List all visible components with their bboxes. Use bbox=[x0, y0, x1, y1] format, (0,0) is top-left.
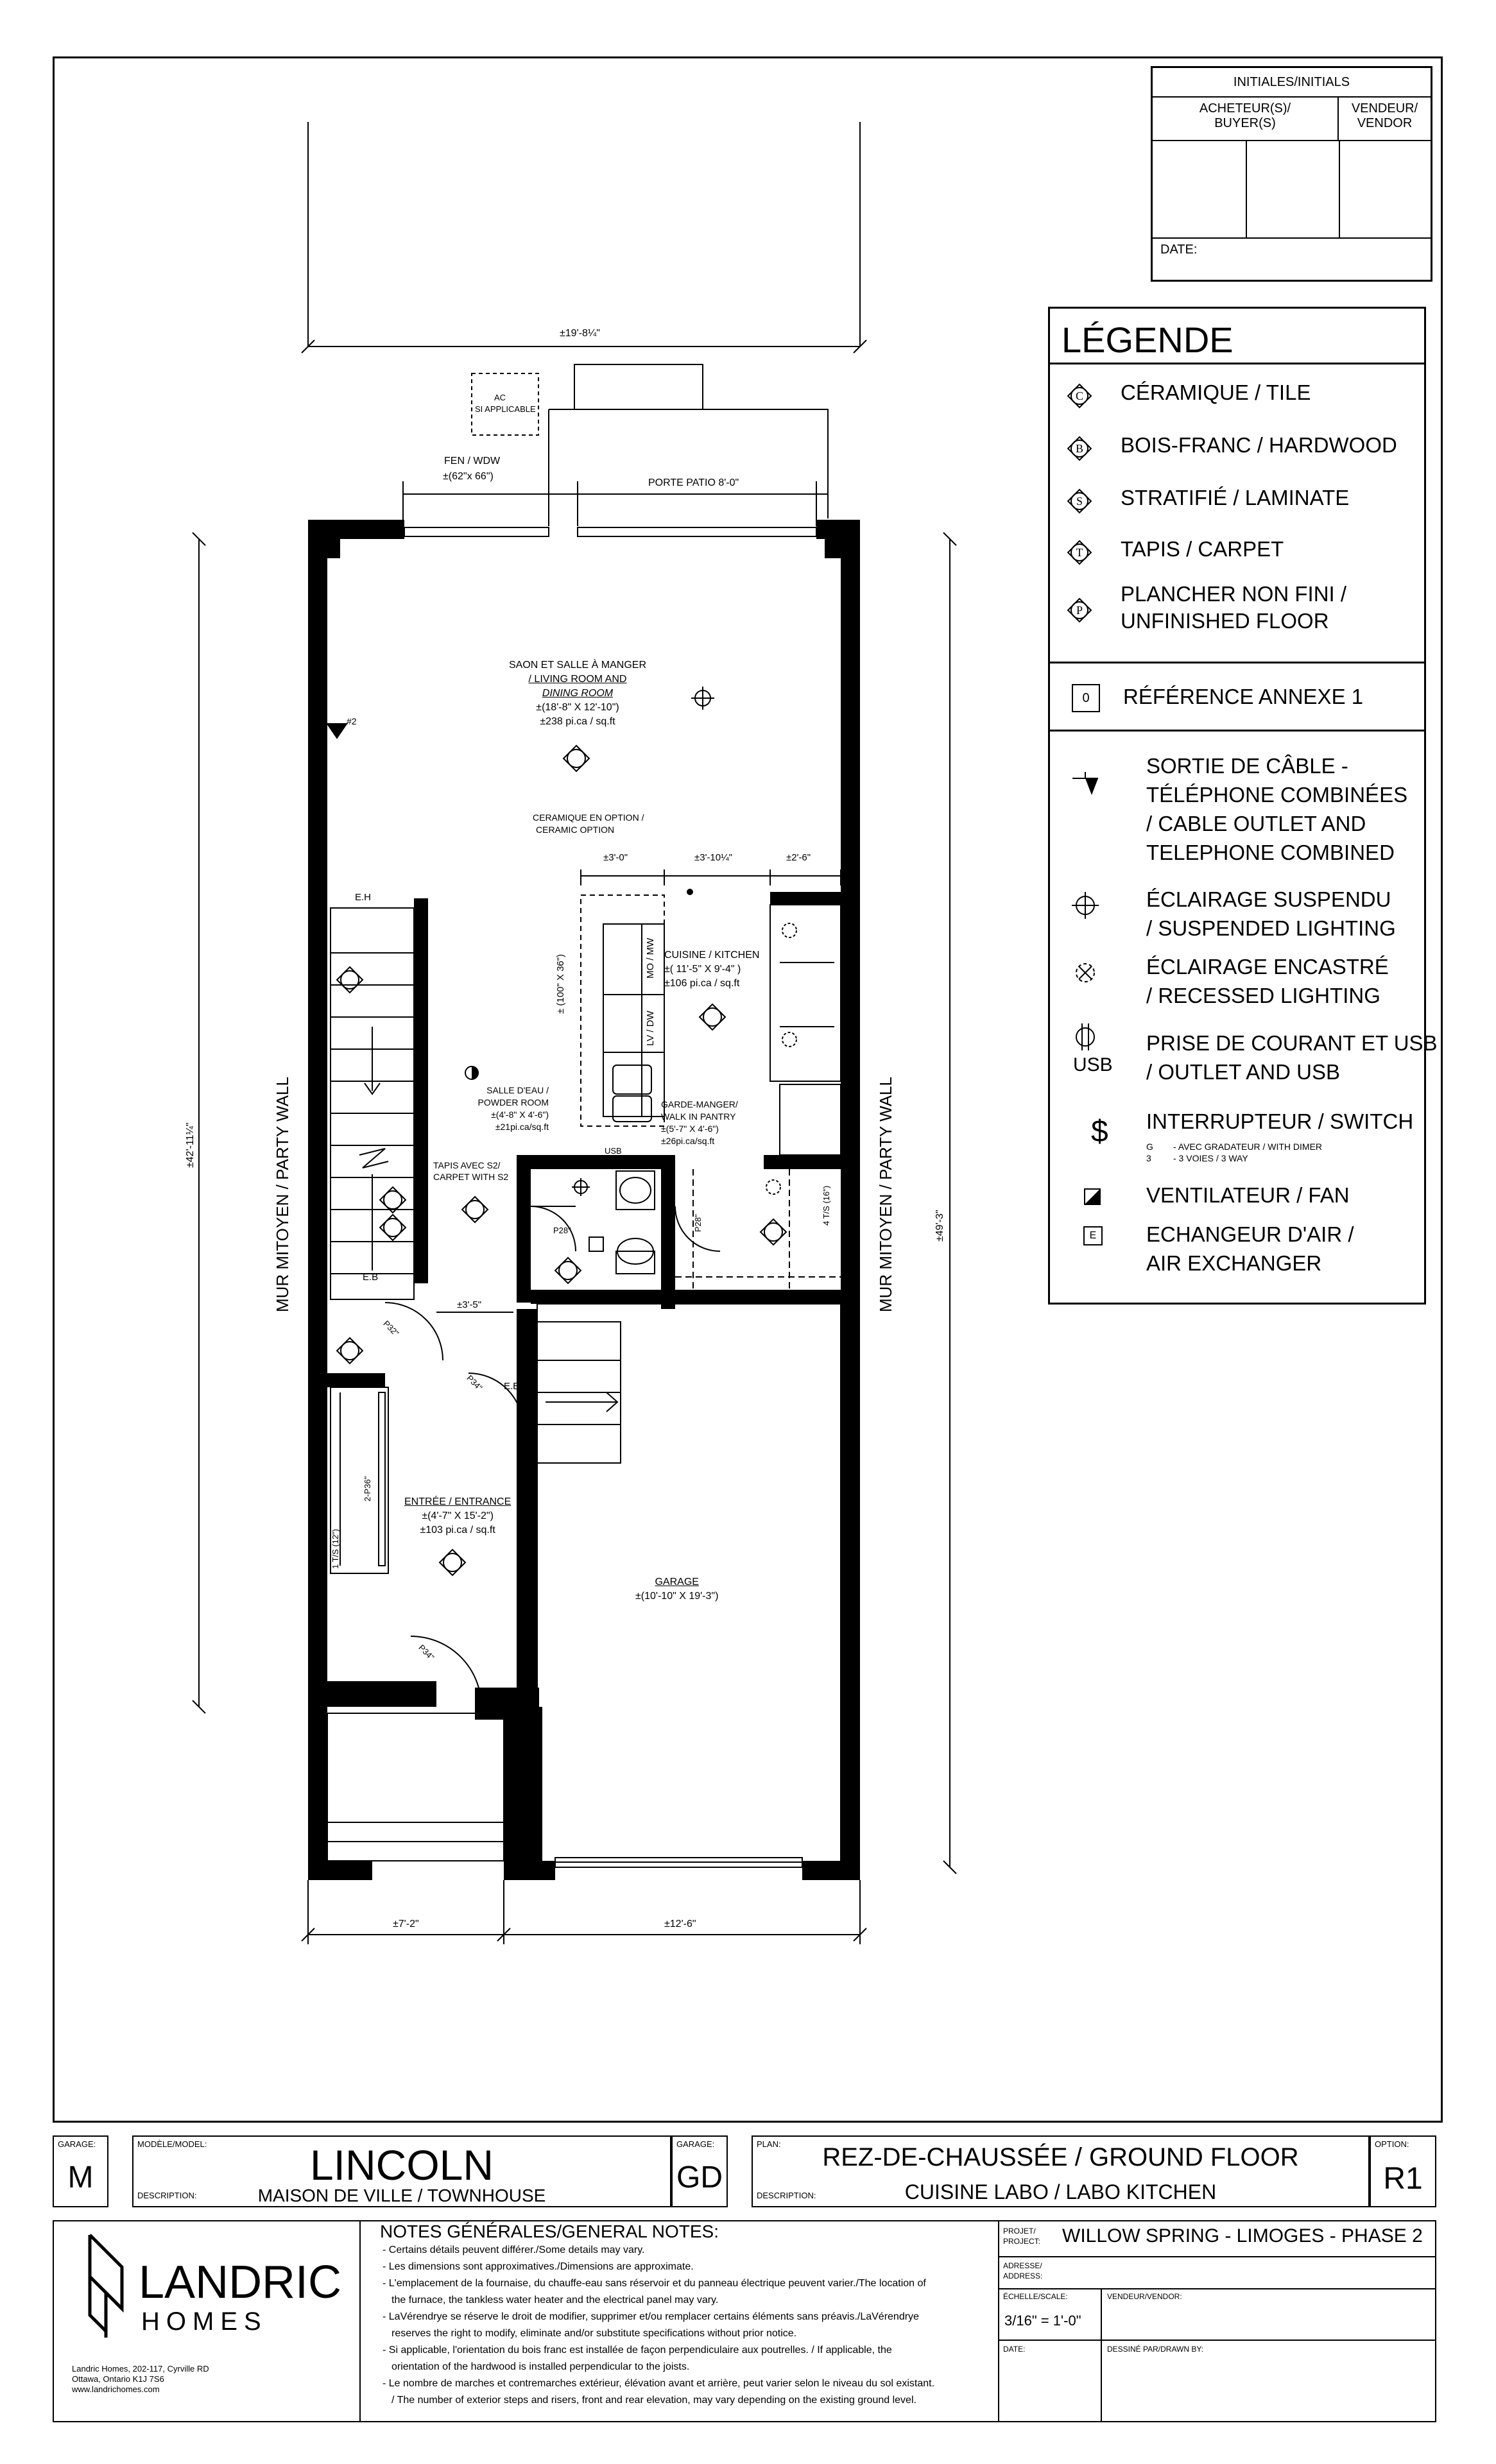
powder-label-1: SALLE D'EAU / bbox=[486, 1085, 549, 1095]
plan-desc-label: DESCRIPTION: bbox=[757, 2191, 816, 2200]
model-description: MAISON DE VILLE / TOWNHOUSE bbox=[257, 2186, 546, 2205]
plan-linework bbox=[302, 122, 866, 526]
notes-list bbox=[383, 2242, 934, 2409]
living-label-5: ±238 pi.ca / sq.ft bbox=[540, 716, 615, 727]
pantry-recessed-icon bbox=[766, 1180, 780, 1194]
model-name: LINCOLN bbox=[309, 2141, 494, 2189]
legend-cable-2: TÉLÉPHONE COMBINÉES bbox=[1146, 783, 1408, 807]
closet-door-label: 2-P36" bbox=[363, 1476, 372, 1502]
project-table bbox=[998, 2220, 1436, 2422]
note-line: - L'emplacement de la fournaise, du chauffe-eau sans réservoir et du panneau électrique peuvent varier./The location of bbox=[383, 2278, 926, 2289]
living-room-label bbox=[491, 658, 664, 729]
model-desc-label: DESCRIPTION: bbox=[137, 2191, 197, 2200]
note-line: - Le nombre de marches et contremarches extérieur, élévation avant et arrière, peut varier selon le niveau du sol existant. bbox=[383, 2378, 935, 2389]
legend-outlet-2: / OUTLET AND USB bbox=[1146, 1060, 1340, 1084]
stair-unfinished-symbol bbox=[380, 1215, 406, 1240]
ceramic-letter: C bbox=[1075, 389, 1084, 402]
project-label-1: PROJET/ bbox=[1003, 2227, 1036, 2236]
living-label-3: DINING ROOM bbox=[542, 688, 614, 699]
vendor-cell bbox=[1102, 2288, 1436, 2341]
usb-plan-label: USB bbox=[605, 1146, 622, 1156]
legend-cable-4: TELEPHONE COMBINED bbox=[1146, 841, 1395, 864]
garage-type-box bbox=[671, 2135, 728, 2207]
legend-fan: VENTILATEUR / FAN bbox=[1146, 1183, 1350, 1207]
legend-unfinished-1: PLANCHER NON FINI / bbox=[1121, 582, 1347, 606]
legend-exchanger-1: ECHANGEUR D'AIR / bbox=[1146, 1222, 1354, 1246]
company-name-2: HOMES bbox=[141, 2307, 268, 2336]
tag-2: #2 bbox=[347, 716, 357, 726]
pantry-label-4: ±26pi.ca/sq.ft bbox=[661, 1136, 715, 1146]
entrance-label-1: ENTRÉE / ENTRANCE bbox=[404, 1496, 512, 1507]
notes-title: NOTES GÉNÉRALES/GENERAL NOTES: bbox=[380, 2221, 719, 2241]
party-wall-left: MUR MITOYEN / PARTY WALL bbox=[273, 1077, 292, 1312]
ceramic-option-2: CERAMIC OPTION bbox=[536, 825, 615, 835]
plan-description: CUISINE LABO / LABO KITCHEN bbox=[904, 2180, 1217, 2203]
carpet-note-2: CARPET WITH S2 bbox=[433, 1172, 509, 1182]
legend-switch: INTERRUPTEUR / SWITCH bbox=[1146, 1109, 1414, 1133]
option-box bbox=[1370, 2135, 1436, 2207]
kitchen-label-2: ±( 11'-5" X 9'-4" ) bbox=[664, 964, 741, 975]
entrance-ceramic-symbol bbox=[440, 1550, 465, 1575]
living-laminate-symbol bbox=[563, 746, 589, 771]
door-p34: P34" bbox=[465, 1373, 485, 1393]
dim-2-6: ±2'-6" bbox=[786, 852, 811, 863]
kitchen-light-dot bbox=[687, 889, 693, 895]
landing-ceramic-symbol bbox=[337, 1338, 363, 1364]
legend-cable-3: / CABLE OUTLET AND bbox=[1146, 812, 1366, 835]
lvdw-label: LV / DW bbox=[645, 1011, 656, 1046]
company-address-2: Ottawa, Ontario K1J 7S6 bbox=[72, 2374, 164, 2384]
dim-left: ±42'-11¼" bbox=[185, 1122, 196, 1168]
door-p34-front: P34" bbox=[417, 1643, 436, 1663]
pantry-door-label: P28" bbox=[693, 1214, 703, 1232]
hall-laminate-symbol bbox=[462, 1197, 488, 1222]
garage-type-label: GARAGE: bbox=[676, 2139, 715, 2149]
carpet-letter: T bbox=[1076, 546, 1083, 559]
plan-box bbox=[752, 2135, 1370, 2207]
kitchen-label-1: CUISINE / KITCHEN bbox=[664, 950, 760, 961]
living-light-icon bbox=[691, 687, 714, 710]
drawn-by-cell bbox=[1102, 2341, 1436, 2422]
eb-label-2: E.B bbox=[504, 1381, 520, 1392]
drawn-by-label: DESSINÉ PAR/DRAWN BY: bbox=[1107, 2345, 1204, 2354]
exchanger-plan-icon bbox=[589, 1237, 603, 1251]
entrance-label bbox=[404, 1495, 511, 1537]
switch-icon: $ bbox=[1091, 1115, 1108, 1149]
stair-carpet-symbol bbox=[337, 967, 363, 993]
legend-unfinished-2: UNFINISHED FLOOR bbox=[1121, 609, 1329, 633]
pantry-label-2: WALK IN PANTRY bbox=[661, 1111, 736, 1122]
legend-cable-1: SORTIE DE CÂBLE - bbox=[1146, 754, 1348, 778]
kitchen-recessed-icon bbox=[782, 923, 796, 1047]
scale-value: 3/16" = 1'-0" bbox=[1004, 2313, 1081, 2329]
ac-label-2: SI APPLICABLE bbox=[475, 404, 536, 414]
hardwood-letter: B bbox=[1075, 442, 1084, 455]
legend-title: LÉGENDE bbox=[1062, 320, 1234, 360]
note-line: / The number of exterior steps and risers, front and rear elevation, may vary depending on the existing ground level. bbox=[391, 2395, 916, 2406]
closet-shelf-label: 1 T/S (12") bbox=[331, 1528, 340, 1569]
cable-outlet-icon-2 bbox=[327, 724, 347, 738]
switch-g-text: - AVEC GRADATEUR / WITH DIMER bbox=[1173, 1142, 1323, 1152]
company-address-1: Landric Homes, 202-117, Cyrville RD bbox=[72, 2364, 209, 2374]
dim-3-5: ±3'-5" bbox=[457, 1299, 482, 1310]
eh-label: E.H bbox=[355, 892, 372, 903]
dim-3-0: ±3'-0" bbox=[603, 852, 628, 863]
note-line: orientation of the hardwood is installed perpendicular to the joists. bbox=[391, 2361, 690, 2372]
note-line: - Si applicable, l'orientation du bois franc est installée de façon perpendiculaire aux poutrelles. / If applicable, the bbox=[383, 2345, 892, 2356]
patio-door-label: PORTE PATIO 8'-0" bbox=[648, 477, 739, 488]
legend-annex: RÉFÉRENCE ANNEXE 1 bbox=[1123, 685, 1364, 708]
island-dim: ± (100" X 36") bbox=[555, 954, 566, 1014]
legend-laminate: STRATIFIÉ / LAMINATE bbox=[1121, 486, 1350, 509]
powder-label bbox=[465, 1084, 549, 1133]
living-label-1: SAON ET SALLE À MANGER bbox=[509, 660, 646, 671]
window-label-2: ±(62"x 66") bbox=[443, 471, 494, 482]
entrance-label-2: ±(4'-7" X 15'-2") bbox=[422, 1510, 494, 1521]
legend-suspended-2: / SUSPENDED LIGHTING bbox=[1146, 916, 1396, 940]
garage-type-value: GD bbox=[676, 2160, 723, 2194]
model-box bbox=[132, 2135, 671, 2207]
garage-code-value: M bbox=[67, 2160, 94, 2194]
entrance-label-3: ±103 pi.ca / sq.ft bbox=[420, 1525, 495, 1536]
address-label-2: ADDRESS: bbox=[1003, 2272, 1043, 2280]
ceramic-option-1: CERAMIQUE EN OPTION / bbox=[533, 812, 644, 823]
pantry-shelf-v: 4 T/S (16") bbox=[821, 1185, 831, 1226]
garage-label-1: GARAGE bbox=[655, 1577, 699, 1587]
address-row bbox=[998, 2256, 1436, 2289]
project-label-2: PROJECT: bbox=[1003, 2237, 1041, 2246]
pantry-laminate-symbol bbox=[761, 1219, 786, 1245]
date-cell bbox=[998, 2341, 1102, 2422]
powder-light-icon bbox=[572, 1178, 590, 1196]
project-name: WILLOW SPRING - LIMOGES - PHASE 2 bbox=[1062, 2225, 1423, 2246]
buyer-label-1: ACHETEUR(S)/ bbox=[1199, 101, 1291, 116]
project-row bbox=[998, 2220, 1436, 2257]
legend-suspended-1: ÉCLAIRAGE SUSPENDU bbox=[1146, 887, 1391, 911]
pantry-label bbox=[661, 1099, 738, 1147]
note-line: the furnace, the tankless water heater and the electrical panel may vary. bbox=[391, 2295, 719, 2306]
dim-bottom-left: ±7'-2" bbox=[393, 1919, 419, 1929]
note-line: reserves the right to modify, eliminate and/or substitute specifications without prior notice. bbox=[391, 2328, 797, 2339]
kitchen-label-3: ±106 pi.ca / sq.ft bbox=[664, 978, 740, 989]
laminate-letter: S bbox=[1076, 495, 1083, 508]
dim-top: ±19'-8¼" bbox=[560, 328, 600, 339]
living-label-4: ±(18'-8" X 12'-10") bbox=[536, 702, 619, 713]
model-label: MODÈLE/MODEL: bbox=[137, 2139, 207, 2149]
dim-3-10: ±3'-10¼" bbox=[694, 852, 732, 863]
vendor-label: VENDEUR/VENDOR: bbox=[1107, 2292, 1182, 2301]
garage-label bbox=[635, 1575, 718, 1604]
legend-outlet-1: PRISE DE COURANT ET USB bbox=[1146, 1031, 1438, 1055]
dim-right: ±49'-3" bbox=[934, 1210, 945, 1242]
garage-label-2: ±(10'-10" X 19'-3") bbox=[635, 1591, 719, 1602]
legend-recessed-2: / RECESSED LIGHTING bbox=[1146, 984, 1380, 1007]
living-label-2: / LIVING ROOM AND bbox=[528, 674, 627, 685]
garage-code-label: GARAGE: bbox=[58, 2139, 96, 2149]
address-label-1: ADRESSE/ bbox=[1003, 2261, 1042, 2270]
landric-logo-icon bbox=[83, 2232, 128, 2341]
unfinished-letter: P bbox=[1076, 604, 1083, 617]
company-name: LANDRIC bbox=[139, 2257, 342, 2308]
initials-title: INITIALES/INITIALS bbox=[1153, 68, 1431, 98]
date-label: DATE: bbox=[1160, 243, 1198, 257]
momw-label: MO / MW bbox=[645, 937, 656, 979]
door-p32: P32" bbox=[381, 1319, 401, 1339]
option-label: OPTION: bbox=[1375, 2139, 1409, 2149]
date-cell-label: DATE: bbox=[1003, 2345, 1026, 2354]
company-website: www.landrichomes.com bbox=[72, 2384, 160, 2394]
pantry-shelf-h: 4 T/S (16") bbox=[688, 1290, 731, 1300]
garage-code-box bbox=[53, 2135, 108, 2207]
note-line: - Certains détails peuvent différer./Some details may vary. bbox=[383, 2245, 645, 2255]
exchanger-symbol: E bbox=[1083, 1226, 1103, 1245]
powder-label-4: ±21pi.ca/sq.ft bbox=[495, 1122, 549, 1132]
buyer-label-2: BUYER(S) bbox=[1214, 116, 1276, 130]
switch-3: 3 bbox=[1146, 1153, 1151, 1163]
party-wall-right: MUR MITOYEN / PARTY WALL bbox=[876, 1077, 895, 1312]
option-value: R1 bbox=[1383, 2162, 1423, 2196]
legend-recessed-1: ÉCLAIRAGE ENCASTRÉ bbox=[1146, 955, 1389, 979]
legend-ceramic: CÉRAMIQUE / TILE bbox=[1121, 381, 1311, 404]
plan-label: PLAN: bbox=[757, 2139, 781, 2149]
usb-label: USB bbox=[1073, 1054, 1113, 1075]
scale-label: ÉCHELLE/SCALE: bbox=[1003, 2292, 1068, 2301]
vendor-label-2: VENDOR bbox=[1357, 116, 1413, 130]
kitchen-laminate-symbol bbox=[700, 1004, 725, 1030]
ac-label bbox=[494, 393, 506, 402]
note-line: - Les dimensions sont approximatives./Dimensions are approximate. bbox=[383, 2261, 694, 2272]
powder-door-label: P28" bbox=[553, 1226, 571, 1235]
note-line: - LaVérendrye se réserve le droit de modifier, supprimer et/ou remplacer certains éléments sans préavis./LaVérendrye bbox=[383, 2311, 919, 2322]
scale-cell bbox=[998, 2288, 1102, 2341]
carpet-note-1: TAPIS AVEC S2/ bbox=[433, 1160, 501, 1170]
dim-bottom-right: ±12'-6" bbox=[664, 1919, 696, 1929]
window-label-1: FEN / WDW bbox=[444, 456, 501, 466]
legend-carpet: TAPIS / CARPET bbox=[1121, 537, 1284, 561]
kitchen-label bbox=[664, 948, 759, 991]
vendor-label-1: VENDEUR/ bbox=[1351, 101, 1418, 116]
powder-label-3: ±(4'-8" X 4'-6") bbox=[491, 1109, 549, 1120]
pantry-label-1: GARDE-MANGER/ bbox=[661, 1099, 738, 1109]
plan-name: REZ-DE-CHAUSSÉE / GROUND FLOOR bbox=[822, 2143, 1299, 2171]
legend-exchanger-2: AIR EXCHANGER bbox=[1146, 1251, 1322, 1275]
annex-symbol: 0 bbox=[1072, 684, 1100, 712]
powder-ceramic-symbol bbox=[555, 1258, 581, 1283]
switch-3-text: - 3 VOIES / 3 WAY bbox=[1173, 1153, 1248, 1163]
powder-label-2: POWDER ROOM bbox=[477, 1097, 549, 1108]
legend-hardwood: BOIS-FRANC / HARDWOOD bbox=[1121, 433, 1397, 457]
eb-label-1: E.B bbox=[363, 1272, 379, 1283]
pantry-label-3: ±(5'-7" X 4'-6") bbox=[661, 1124, 719, 1134]
ac-label-1: AC bbox=[494, 393, 506, 402]
switch-g: G bbox=[1146, 1142, 1153, 1152]
